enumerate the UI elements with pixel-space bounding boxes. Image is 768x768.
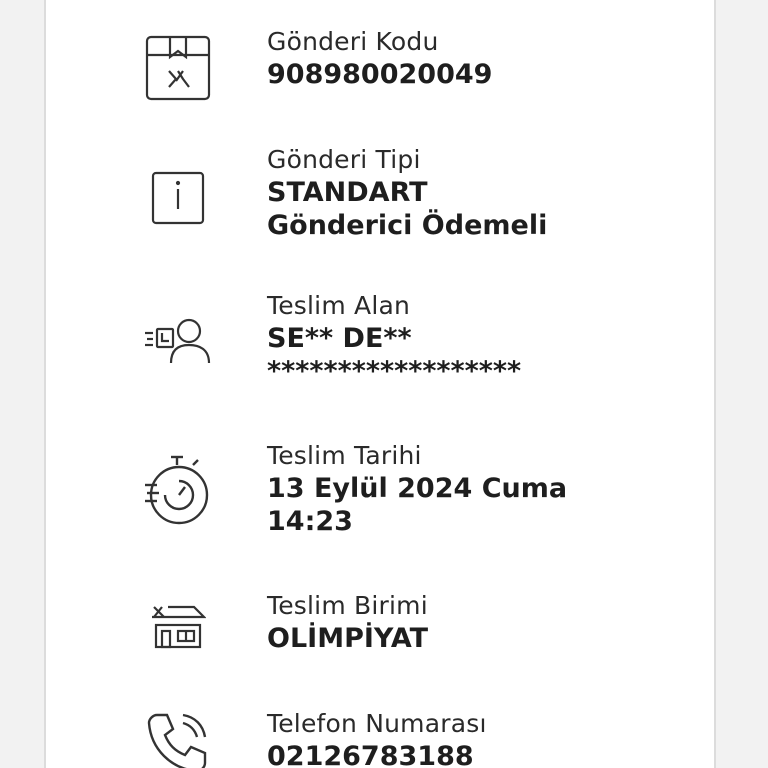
phone-text bbox=[267, 708, 707, 768]
delivery-date-label: Teslim Tarihi bbox=[267, 441, 422, 470]
phone-label: Telefon Numarası bbox=[267, 709, 487, 738]
shipment-code-value: 908980020049 bbox=[267, 59, 493, 90]
delivery-unit-text bbox=[267, 590, 707, 655]
shipment-details-card bbox=[44, 0, 716, 768]
shipment-code-label: Gönderi Kodu bbox=[267, 27, 439, 56]
delivery-unit-value: OLİMPİYAT bbox=[267, 623, 429, 654]
delivery-date-text bbox=[267, 440, 707, 538]
receiver-value-1: SE** DE** bbox=[267, 323, 412, 354]
shipment-code-text bbox=[267, 26, 707, 91]
delivery-person-icon bbox=[142, 304, 214, 376]
delivery-unit-label: Teslim Birimi bbox=[267, 591, 428, 620]
receiver-label: Teslim Alan bbox=[267, 291, 411, 320]
shipment-type-text bbox=[267, 144, 707, 242]
stopwatch-icon bbox=[142, 454, 214, 526]
shipment-type-label: Gönderi Tipi bbox=[267, 145, 421, 174]
delivery-date-value-2: 14:23 bbox=[267, 506, 353, 537]
delivery-date-value-1: 13 Eylül 2024 Cuma bbox=[267, 473, 568, 504]
receiver-value-2: ****************** bbox=[267, 356, 522, 387]
shipment-type-value-1: STANDART bbox=[267, 177, 428, 208]
shipment-type-value-2: Gönderici Ödemeli bbox=[267, 210, 548, 241]
receiver-text bbox=[267, 290, 707, 388]
phone-icon[interactable] bbox=[142, 706, 214, 768]
phone-value[interactable]: 02126783188 bbox=[267, 741, 474, 768]
info-icon bbox=[142, 162, 214, 234]
branch-house-icon bbox=[142, 590, 214, 662]
package-icon bbox=[142, 32, 214, 104]
